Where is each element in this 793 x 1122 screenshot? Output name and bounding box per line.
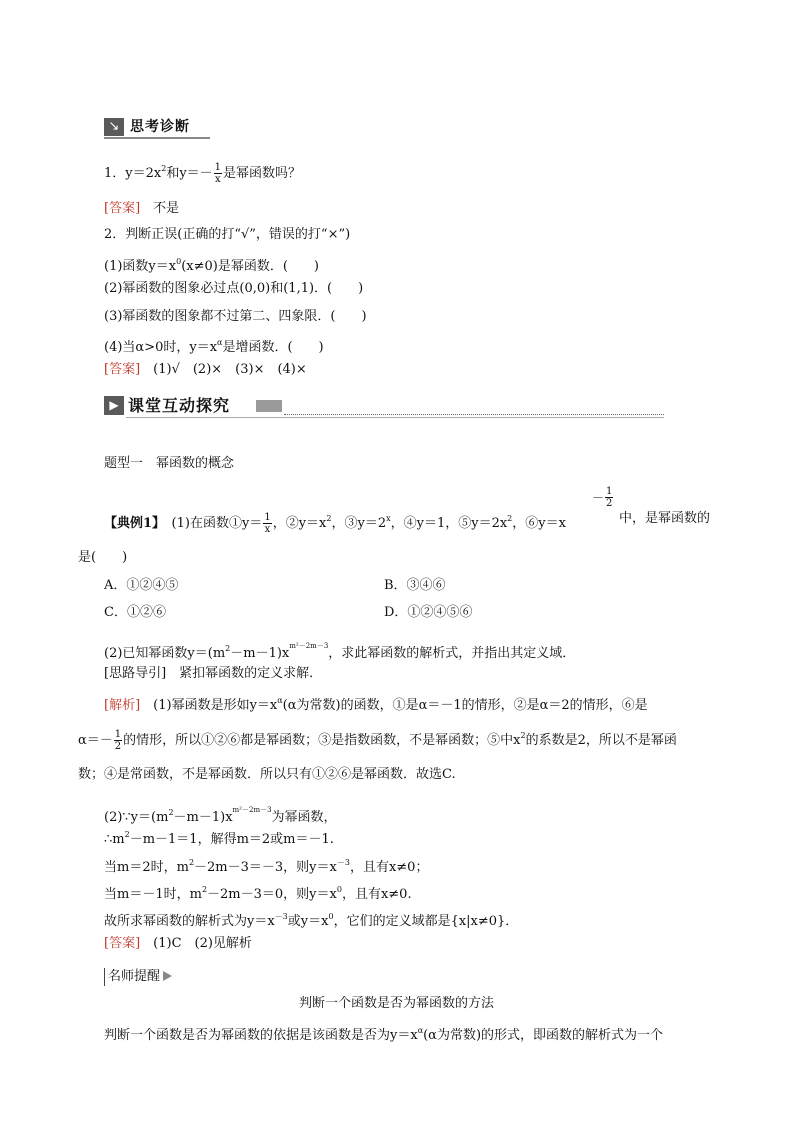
denominator: 2 (606, 498, 613, 509)
superscript: 2 (507, 514, 513, 523)
text: (2)∵y＝(m (104, 810, 169, 825)
hint-text: 紧扣幂函数的定义求解． (166, 666, 323, 681)
header-dotted-rule (284, 414, 664, 415)
example-1-part-1 (104, 510, 566, 535)
header-bottom-rule (126, 417, 664, 418)
section-header-classroom (104, 394, 664, 418)
hint (104, 665, 322, 683)
answer-label: [答案] (104, 362, 141, 377)
superscript: m²－2m－3 (232, 806, 272, 814)
superscript: x (386, 514, 391, 523)
text: 当m＝－1时，m (104, 887, 202, 902)
superscript: 0 (336, 885, 342, 894)
superscript: α (417, 1026, 424, 1035)
solution-line-8 (104, 908, 518, 931)
text: (x≠0)是幂函数．( ) (181, 259, 319, 274)
text: ，②y＝x (272, 516, 327, 531)
superscript: 2 (520, 731, 526, 740)
hint-label: [思路导引] (104, 666, 167, 681)
option-a: A．①②④⑤ (104, 578, 179, 593)
text: ，③y＝2 (331, 516, 387, 531)
denominator: 2 (114, 741, 122, 752)
solution-line-1 (104, 692, 648, 715)
section-title: 思考诊断 (130, 119, 190, 135)
fraction (605, 486, 613, 509)
header-underline (104, 137, 210, 139)
superscript: 2 (161, 164, 167, 173)
section-header-thinking (104, 117, 210, 137)
topic-heading: 题型一 幂函数的概念 (104, 456, 235, 471)
text: 的情形，所以①②⑥都是幂函数；③是指数函数，不是幂函数；⑤中x (123, 733, 521, 748)
example-1-part-1-line2: 是( ) (78, 550, 128, 565)
text: ，它们的定义域都是{x|x≠0}． (333, 914, 519, 929)
teacher-tip-label (104, 968, 172, 986)
example-1-part-2 (104, 637, 575, 663)
text: ，求此幂函数的解析式，并指出其定义域． (328, 646, 576, 661)
minus-sign: － (592, 490, 605, 505)
fraction (114, 729, 122, 752)
text: ，④y＝1，⑤y＝2x (390, 516, 508, 531)
text: 为幂函数， (271, 810, 337, 825)
solution-label: [解析] (104, 698, 141, 713)
section-title: 课堂互动探究 (128, 396, 231, 415)
answer-3 (104, 935, 252, 953)
solution-line-5 (104, 826, 334, 849)
text: α＝－ (78, 733, 113, 748)
answer-label: [答案] (104, 201, 141, 216)
superscript: α (217, 338, 223, 347)
example-1-part-1-cont: 中，是幂函数的 (619, 511, 711, 526)
option-d: D．①②④⑤⑥ (384, 605, 473, 620)
denominator: x (264, 524, 271, 535)
superscript: 2 (168, 808, 174, 817)
text: (4)当α>0时，y＝x (104, 340, 218, 355)
text: (α为常数)的形式，即函数的解析式为一个 (423, 1028, 664, 1043)
text: －2m－3＝－3，则y＝x (194, 860, 337, 875)
numerator: 1 (114, 729, 122, 740)
text: 判断一个函数是否为幂函数的依据是该函数是否为y＝x (104, 1028, 418, 1043)
answer-text: 不是 (140, 201, 180, 216)
text: －m－1)x (173, 810, 233, 825)
text: －2m－3＝0，则y＝x (207, 887, 337, 902)
text: 和y＝－ (166, 166, 213, 181)
superscript: 0 (328, 912, 334, 921)
solution-line-2 (78, 727, 677, 752)
text: 故所求幂函数的解析式为y＝x (104, 914, 275, 929)
question-2-item-2: (2)幂函数的图象必过点(0,0)和(1,1)．( ) (104, 281, 364, 296)
answer-2 (104, 361, 307, 379)
text: ，⑥y＝x (512, 516, 566, 531)
play-arrow-icon: ▶ (104, 396, 124, 415)
text: 或y＝x (287, 914, 329, 929)
text: (2)已知幂函数y＝(m (104, 646, 226, 661)
superscript: －3 (274, 912, 288, 921)
text: (α为常数)的函数，①是α＝－1的情形，②是α＝2的情形，⑥是 (282, 698, 648, 713)
superscript: 2 (201, 885, 208, 894)
text: 是增函数．( ) (222, 340, 324, 355)
triangle-right-icon (163, 971, 172, 981)
question-2-item-4 (104, 334, 324, 357)
denominator: x (215, 174, 221, 185)
text: 是幂函数吗？ (223, 166, 302, 181)
question-2-intro: 2．判断正误(正确的打“√”，错误的打“×”) (104, 227, 351, 242)
example-label: 【典例1】 (104, 516, 159, 531)
superscript: 2 (124, 830, 130, 839)
text: 1．y＝2x (104, 166, 162, 181)
text: 当m＝2时，m (104, 860, 189, 875)
question-2-item-1 (104, 253, 319, 276)
answer-1 (104, 200, 179, 218)
superscript: 2 (326, 514, 332, 523)
tip-text: 名师提醒 (108, 969, 161, 984)
text: (1)幂函数是形如y＝x (140, 698, 278, 713)
numerator: 1 (264, 512, 271, 523)
answer-label: [答案] (104, 936, 141, 951)
header-decor-block (256, 400, 282, 412)
fraction (214, 162, 222, 185)
fraction (263, 512, 271, 535)
option-c: C．①②⑥ (104, 605, 166, 620)
superscript: m²－2m－3 (289, 642, 329, 650)
solution-line-7 (104, 881, 412, 904)
text: －m－1)x (230, 646, 290, 661)
text: (1)在函数①y＝ (158, 516, 263, 531)
superscript: 2 (188, 858, 195, 867)
text: 的系数是2，所以不是幂函 (525, 733, 677, 748)
answer-text: (1)C (2)见解析 (140, 936, 252, 951)
question-1 (104, 160, 301, 185)
text: ∴m (104, 832, 125, 847)
superscript: α (277, 696, 283, 705)
arrow-box-icon: ↘ (104, 118, 124, 136)
answer-text: (1)√ (2)× (3)× (4)× (140, 362, 307, 377)
option-b: B．③④⑥ (384, 578, 446, 593)
method-title: 判断一个函数是否为幂函数的方法 (298, 996, 494, 1011)
exponent-fraction (592, 486, 614, 509)
numerator: 1 (606, 486, 613, 497)
method-line-1 (104, 1022, 663, 1045)
solution-line-4 (104, 801, 337, 827)
text: (1)函数y＝x (104, 259, 177, 274)
superscript: 0 (176, 257, 182, 266)
solution-line-3: 数；④是常函数，不是幂函数．所以只有①②⑥是幂函数．故选C. (78, 767, 456, 782)
text: －m－1＝1，解得m＝2或m＝－1. (129, 832, 334, 847)
solution-line-6 (104, 854, 428, 877)
superscript: －3 (336, 858, 350, 867)
question-2-item-3: (3)幂函数的图象都不过第二、四象限．( ) (104, 309, 367, 324)
numerator: 1 (214, 162, 222, 173)
superscript: 2 (225, 644, 231, 653)
text: ，且有x≠0； (349, 860, 429, 875)
text: ，且有x≠0. (341, 887, 412, 902)
